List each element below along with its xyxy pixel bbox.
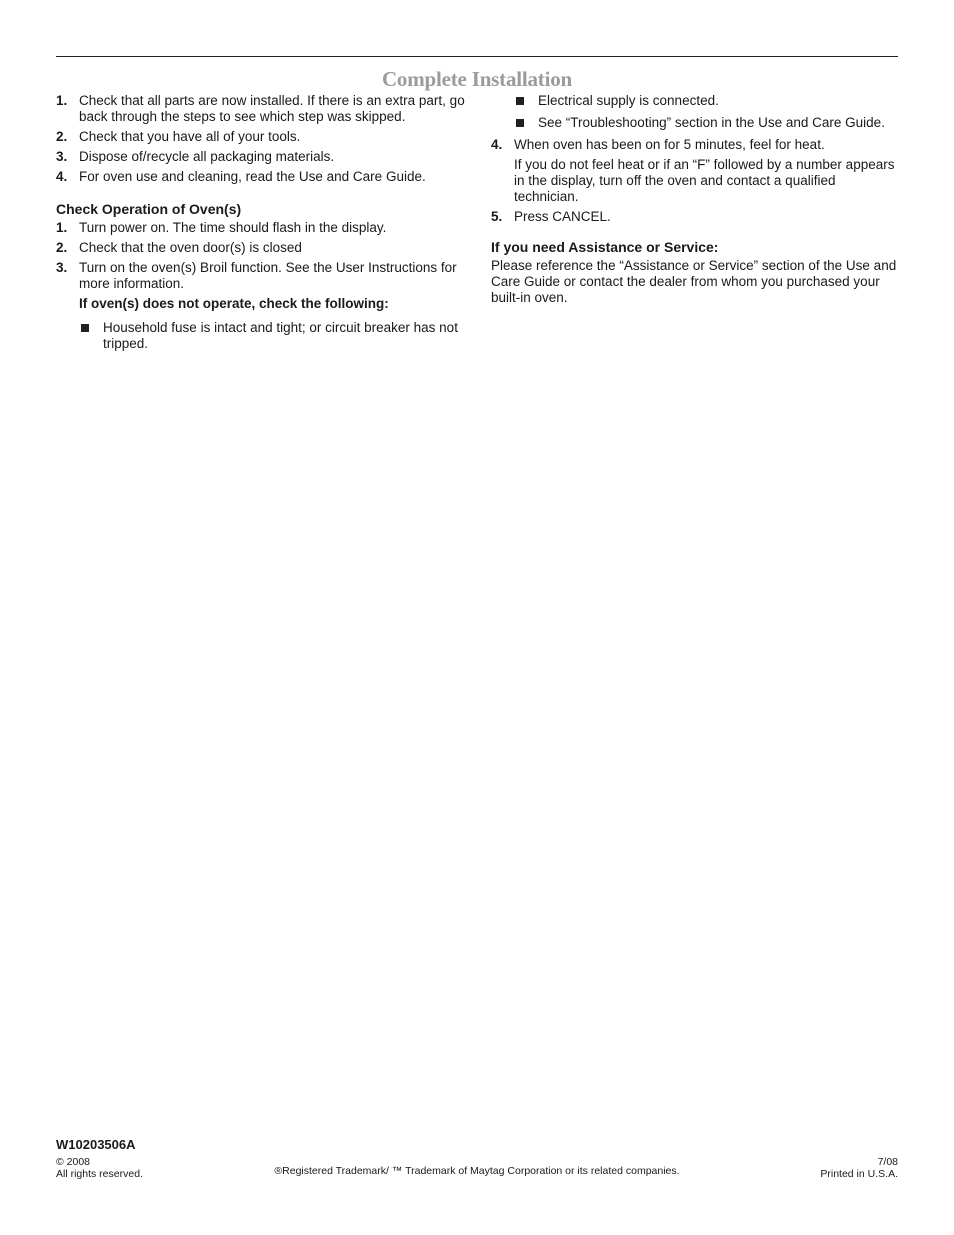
right-column: [491, 93, 901, 306]
step-text: Check that all parts are now installed. If there is an extra part, go back through the steps to see which step was skipped.: [79, 93, 465, 124]
step-text: When oven has been on for 5 minutes, feel for heat.: [514, 137, 825, 152]
bullet-item: [491, 115, 901, 131]
bullet-item: [491, 93, 901, 109]
bullet-item: [56, 320, 466, 352]
step-text: Check that you have all of your tools.: [79, 129, 301, 144]
assistance-text: Please reference the “Assistance or Service” section of the Use and Care Guide or contact the dealer from whom you purchased your built-in oven.: [491, 258, 897, 305]
page-title: Complete Installation: [381, 67, 573, 91]
list-item: [491, 209, 901, 225]
step-number: 5.: [491, 209, 503, 224]
step-text: Check that the oven door(s) is closed: [79, 240, 302, 255]
list-item: [491, 137, 901, 205]
list-item: [56, 220, 466, 236]
step-number: 1.: [56, 93, 68, 108]
print-date: 7/08: [877, 1156, 898, 1168]
step-number: 1.: [56, 220, 68, 235]
rights-reserved: All rights reserved.: [56, 1168, 143, 1180]
bullet-text: Electrical supply is connected.: [538, 93, 719, 108]
list-item: [56, 169, 466, 185]
square-bullet-icon: [516, 97, 524, 105]
list-item: [56, 129, 466, 145]
check-operation-heading: Check Operation of Oven(s): [56, 201, 242, 217]
step-number: 2.: [56, 240, 68, 255]
trademark-notice: ®Registered Trademark/ ™ Trademark of Maytag Corporation or its related companies.: [274, 1165, 680, 1177]
bullet-text: See “Troubleshooting” section in the Use and Care Guide.: [538, 115, 885, 130]
bullet-text: Household fuse is intact and tight; or circuit breaker has not tripped.: [103, 320, 458, 351]
list-item: [56, 149, 466, 165]
top-rule: [56, 56, 898, 57]
step-text: For oven use and cleaning, read the Use and Care Guide.: [79, 169, 426, 184]
step-number: 2.: [56, 129, 68, 144]
step-number: 3.: [56, 260, 68, 275]
assistance-heading: If you need Assistance or Service:: [491, 239, 719, 255]
step-text: Dispose of/recycle all packaging materials.: [79, 149, 335, 164]
footer-right: [820, 1156, 898, 1180]
step-text: Turn power on. The time should flash in the display.: [79, 220, 387, 235]
printed-in: Printed in U.S.A.: [820, 1168, 898, 1180]
step-text: Press CANCEL.: [514, 209, 611, 224]
list-item: [56, 93, 466, 125]
document-code: W10203506A: [56, 1137, 136, 1152]
step-number: 3.: [56, 149, 68, 164]
step-subtext: If you do not feel heat or if an “F” followed by a number appears in the display, turn off the oven and contact a qualified technician.: [514, 157, 895, 204]
square-bullet-icon: [516, 119, 524, 127]
step-text: Turn on the oven(s) Broil function. See the User Instructions for more information.: [79, 260, 457, 291]
step-number: 4.: [56, 169, 68, 184]
if-not-operate-label: If oven(s) does not operate, check the following:: [79, 296, 389, 311]
left-column: [56, 93, 466, 358]
list-item: [56, 260, 466, 312]
list-item: [56, 240, 466, 256]
copyright: © 2008: [56, 1156, 91, 1168]
step-number: 4.: [491, 137, 503, 152]
square-bullet-icon: [81, 324, 89, 332]
